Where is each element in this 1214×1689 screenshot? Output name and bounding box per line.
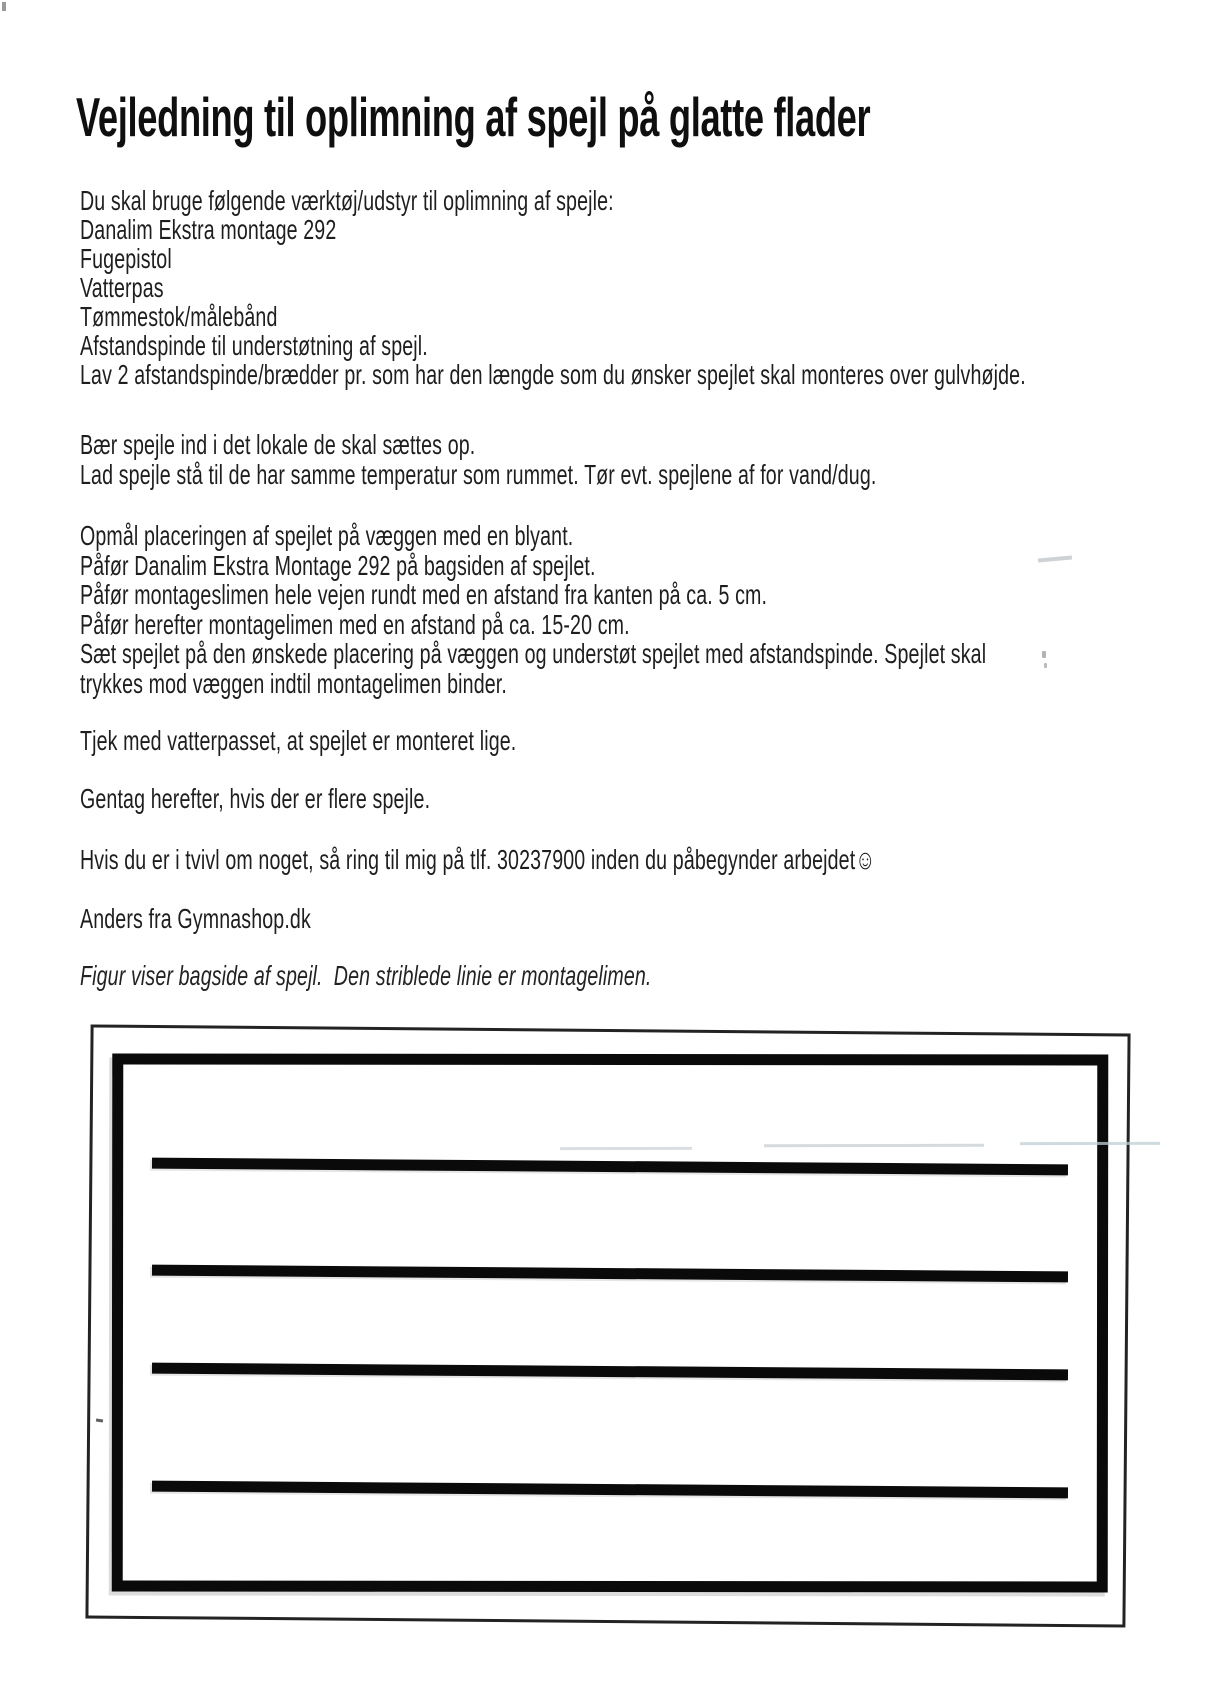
body-line: Afstandspinde til understøtning af spejl. bbox=[80, 330, 428, 361]
scan-streak bbox=[560, 1147, 692, 1150]
body-line: Hvis du er i tvivl om noget, så ring til mig på tlf. 30237900 inden du påbegynder arbejdet☺ bbox=[80, 844, 876, 875]
page-title: Vejledning til oplimning af spejl på glatte flader bbox=[76, 86, 871, 148]
body-line: Gentag herefter, hvis der er flere spejle. bbox=[80, 783, 431, 814]
body-line: Du skal bruge følgende værktøj/udstyr til oplimning af spejle: bbox=[80, 185, 614, 216]
scan-streak bbox=[764, 1144, 984, 1148]
body-line: Fugepistol bbox=[80, 243, 172, 274]
body-line: Lad spejle stå til de har samme temperatur som rummet. Tør evt. spejlene af for vand/dug. bbox=[80, 459, 877, 490]
body-line: Opmål placeringen af spejlet på væggen med en blyant. bbox=[80, 520, 574, 551]
scan-artifact-mark bbox=[1044, 663, 1047, 668]
body-line: Vatterpas bbox=[80, 272, 164, 303]
body-line: Bær spejle ind i det lokale de skal sættes op. bbox=[80, 429, 476, 460]
body-line: Påfør herefter montagelimen med en afstand på ca. 15-20 cm. bbox=[80, 609, 630, 640]
body-line: trykkes mod væggen indtil montagelimen binder. bbox=[80, 668, 507, 699]
scan-artifact-dash bbox=[1038, 556, 1072, 563]
body-line: Tømmestok/målebånd bbox=[80, 301, 278, 332]
glue-border-rectangle bbox=[112, 1053, 1109, 1592]
body-line: Påfør montageslimen hele vejen rundt med en afstand fra kanten på ca. 5 cm. bbox=[80, 579, 768, 610]
scan-artifact-mark bbox=[1042, 651, 1046, 658]
body-line: Danalim Ekstra montage 292 bbox=[80, 214, 337, 245]
body-line: Anders fra Gymnashop.dk bbox=[80, 903, 311, 934]
body-line: Tjek med vatterpasset, at spejlet er monteret lige. bbox=[80, 725, 517, 756]
figure-caption: Figur viser bagside af spejl. Den striblede linie er montagelimen. bbox=[80, 960, 652, 991]
body-line: Påfør Danalim Ekstra Montage 292 på bagsiden af spejlet. bbox=[80, 550, 596, 581]
scan-streak bbox=[1020, 1142, 1160, 1145]
scan-artifact-speck bbox=[2, 2, 6, 11]
body-line: Lav 2 afstandspinde/brædder pr. som har den længde som du ønsker spejlet skal monteres over gulvhøjde. bbox=[80, 359, 1026, 390]
body-line: Sæt spejlet på den ønskede placering på væggen og understøt spejlet med afstandspinde. Spejlet skal bbox=[80, 638, 987, 669]
